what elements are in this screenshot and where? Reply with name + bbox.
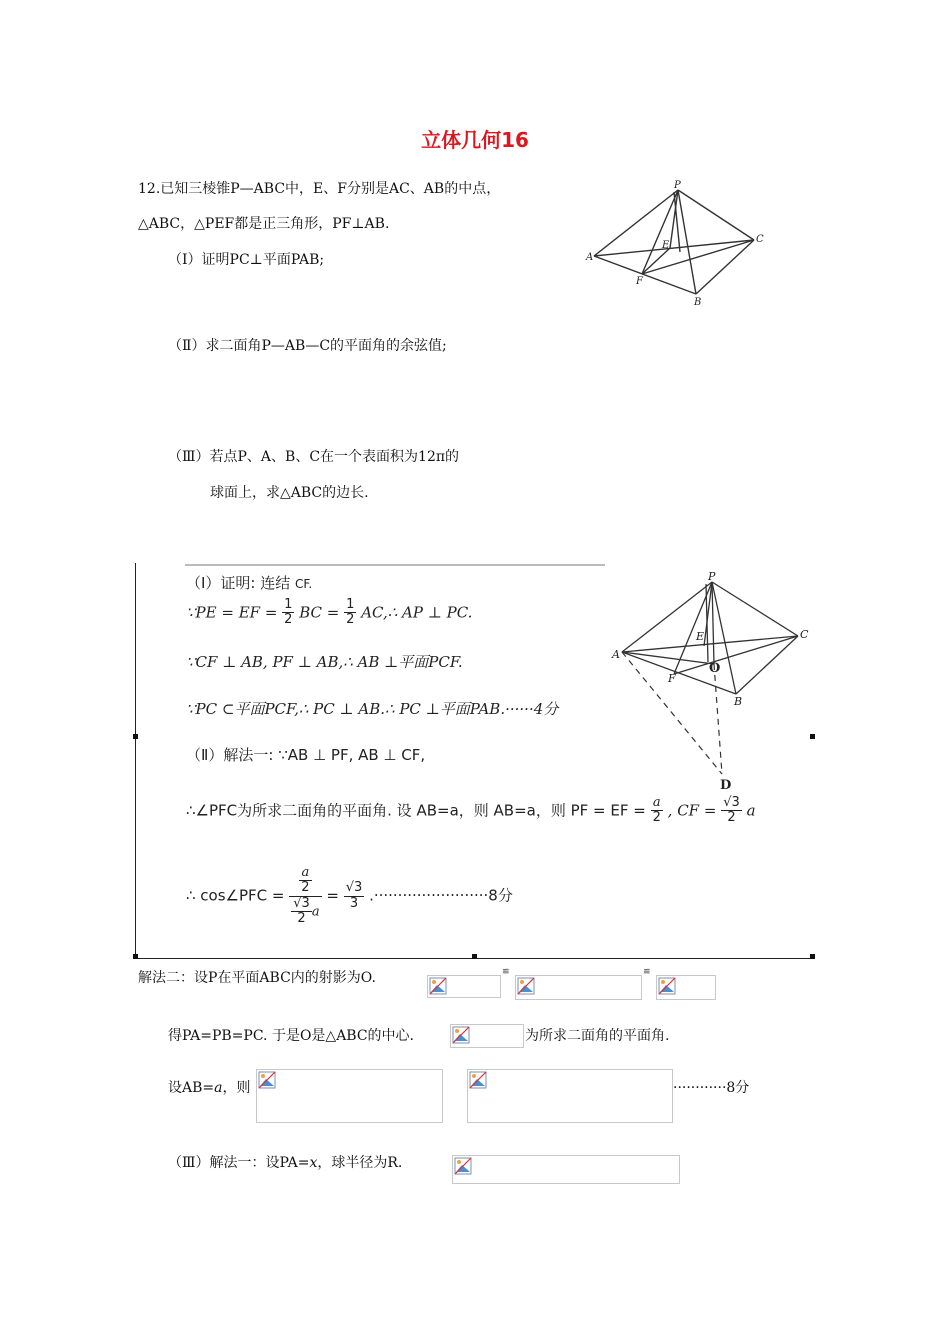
method2-line-3-var: a bbox=[214, 1080, 223, 1096]
step7-dots: .························8分 bbox=[369, 886, 513, 905]
fraction-sqrt3-over-3: $\frac{√3}{3}$ bbox=[345, 880, 363, 911]
edge-pb bbox=[678, 190, 696, 294]
broken-image-7[interactable] bbox=[452, 1155, 680, 1184]
broken-image-1[interactable] bbox=[427, 975, 501, 998]
step2-part-a: ∵PE = EF = bbox=[186, 603, 278, 622]
question-3-line-1: （Ⅲ）若点P、A、B、C在一个表面积为12π的 bbox=[168, 449, 460, 465]
edge-pc bbox=[678, 190, 754, 240]
question-3-line-2: 球面上，求△ABC的边长. bbox=[210, 485, 369, 501]
projection-figure bbox=[608, 568, 812, 798]
step7-equals: = bbox=[326, 886, 339, 905]
solution-step-7 bbox=[186, 866, 513, 926]
congruent-symbol-1: ≌ bbox=[502, 967, 510, 977]
label2-f: F bbox=[668, 672, 676, 685]
broken-image-2[interactable] bbox=[515, 975, 642, 1000]
broken-image-5[interactable] bbox=[256, 1069, 443, 1123]
label-e: E bbox=[662, 240, 670, 251]
edge2-pb bbox=[712, 582, 736, 694]
label2-p: P bbox=[708, 570, 716, 583]
solution-step-3: ∵CF ⊥ AB, PF ⊥ AB,∴ AB ⊥平面PCF. bbox=[186, 653, 463, 671]
solution-step-1 bbox=[186, 572, 312, 593]
broken-image-icon bbox=[658, 977, 676, 995]
method2-line-2b: 为所求二面角的平面角. bbox=[525, 1028, 670, 1044]
problem-line-1: 12.已知三棱锥P—ABC中，E、F分别是AC、AB的中点， bbox=[138, 181, 501, 197]
part3-var: x bbox=[309, 1155, 318, 1171]
question-1: （Ⅰ）证明PC⊥平面PAB; bbox=[168, 252, 325, 268]
resize-handle-left[interactable] bbox=[133, 734, 138, 739]
step6-part-c: a bbox=[746, 801, 756, 820]
label-p: P bbox=[674, 180, 681, 191]
broken-image-icon bbox=[454, 1157, 472, 1175]
label-f: F bbox=[636, 276, 643, 287]
edge2-pc bbox=[712, 582, 798, 636]
method2-line-2a: 得PA=PB=PC. 于是O是△ABC的中心. bbox=[168, 1028, 415, 1044]
part3-method1 bbox=[168, 1152, 402, 1172]
compound-fraction-numerator bbox=[289, 866, 321, 897]
step6-part-a: ∴∠PFC为所求二面角的平面角. 设 AB=a，则 AB=a，则 PF = EF = bbox=[186, 801, 646, 820]
solution-step-2 bbox=[186, 598, 472, 628]
broken-image-6[interactable] bbox=[467, 1069, 673, 1123]
step7-part-a: ∴ cos∠PFC = bbox=[186, 886, 285, 905]
label2-a: A bbox=[612, 648, 620, 661]
step2-part-b: BC = bbox=[299, 603, 340, 622]
method2-line-3 bbox=[168, 1077, 251, 1097]
broken-image-icon bbox=[258, 1071, 276, 1089]
method2-line-3-score: ············8分 bbox=[673, 1080, 750, 1096]
resize-handle-bottom-left[interactable] bbox=[133, 954, 138, 959]
inner-fraction-sqrt3-over-2: $\frac{√3}{2}$ bbox=[293, 895, 310, 926]
method2-line-3-then: ，则 bbox=[222, 1080, 251, 1096]
broken-image-icon bbox=[469, 1071, 487, 1089]
congruent-symbol-2: ≌ bbox=[643, 967, 651, 977]
label-a: A bbox=[586, 252, 594, 263]
dashed-od bbox=[714, 664, 722, 774]
part3-prefix: （Ⅲ）解法一：设PA= bbox=[168, 1155, 310, 1171]
label2-b: B bbox=[734, 695, 743, 708]
solution-step-6 bbox=[186, 796, 756, 826]
step2-part-c: AC,∴ AP ⊥ PC. bbox=[361, 603, 473, 622]
problem-line-2: △ABC，△PEF都是正三角形，PF⊥AB. bbox=[138, 216, 390, 232]
label2-o: O bbox=[709, 661, 721, 676]
fraction-sqrt3-over-2: $\frac{√3}{2}$ bbox=[723, 795, 740, 826]
solution-step-1-cf: CF. bbox=[295, 577, 313, 591]
scan-border-left bbox=[135, 563, 136, 959]
label2-c: C bbox=[800, 628, 809, 641]
broken-image-icon bbox=[517, 977, 535, 995]
broken-image-3[interactable] bbox=[656, 975, 716, 1000]
broken-image-4[interactable] bbox=[450, 1024, 524, 1048]
broken-image-icon bbox=[429, 977, 447, 995]
fraction-half-2: $\frac{1}{2}$ bbox=[346, 597, 355, 628]
page-title: 立体几何16 bbox=[421, 128, 529, 152]
fraction-half-1: $\frac{1}{2}$ bbox=[284, 597, 293, 628]
compound-fraction bbox=[289, 866, 321, 926]
solution-step-1-text: （Ⅰ）证明: 连结 bbox=[186, 574, 291, 592]
edge2-bc bbox=[736, 636, 798, 694]
method2-line-3-prefix: 设AB= bbox=[168, 1080, 215, 1096]
solution-step-5: （Ⅱ）解法一: ∵AB ⊥ PF, AB ⊥ CF, bbox=[186, 746, 426, 764]
inner-fraction-a-over-2: $\frac{a}{2}$ bbox=[301, 865, 310, 896]
scan-top-artifact bbox=[185, 564, 605, 566]
broken-image-icon bbox=[452, 1026, 470, 1044]
compound-fraction-denominator: $\frac{√3}{2}$ a bbox=[293, 895, 320, 926]
step6-part-b: , CF = bbox=[667, 801, 717, 820]
resize-handle-bottom-right[interactable] bbox=[810, 954, 815, 959]
question-2: （Ⅱ）求二面角P—AB—C的平面角的余弦值; bbox=[168, 338, 447, 354]
label-c: C bbox=[756, 234, 764, 245]
label2-e: E bbox=[696, 630, 705, 643]
label2-d: D bbox=[720, 778, 732, 793]
method2-line-1: 解法二：设P在平面ABC内的射影为O. bbox=[138, 970, 376, 986]
label-b: B bbox=[694, 297, 702, 308]
fraction-a-over-2: $\frac{a}{2}$ bbox=[652, 795, 661, 826]
edge2-ao bbox=[622, 652, 714, 664]
resize-handle-bottom[interactable] bbox=[472, 954, 477, 959]
solution-step-4: ∵PC ⊂平面PCF,∴ PC ⊥ AB.∴ PC ⊥平面PAB.······4分 bbox=[186, 700, 559, 718]
part3-suffix: ，球半径为R. bbox=[317, 1155, 403, 1171]
pyramid-figure bbox=[582, 178, 772, 310]
edge2-po bbox=[712, 582, 714, 664]
